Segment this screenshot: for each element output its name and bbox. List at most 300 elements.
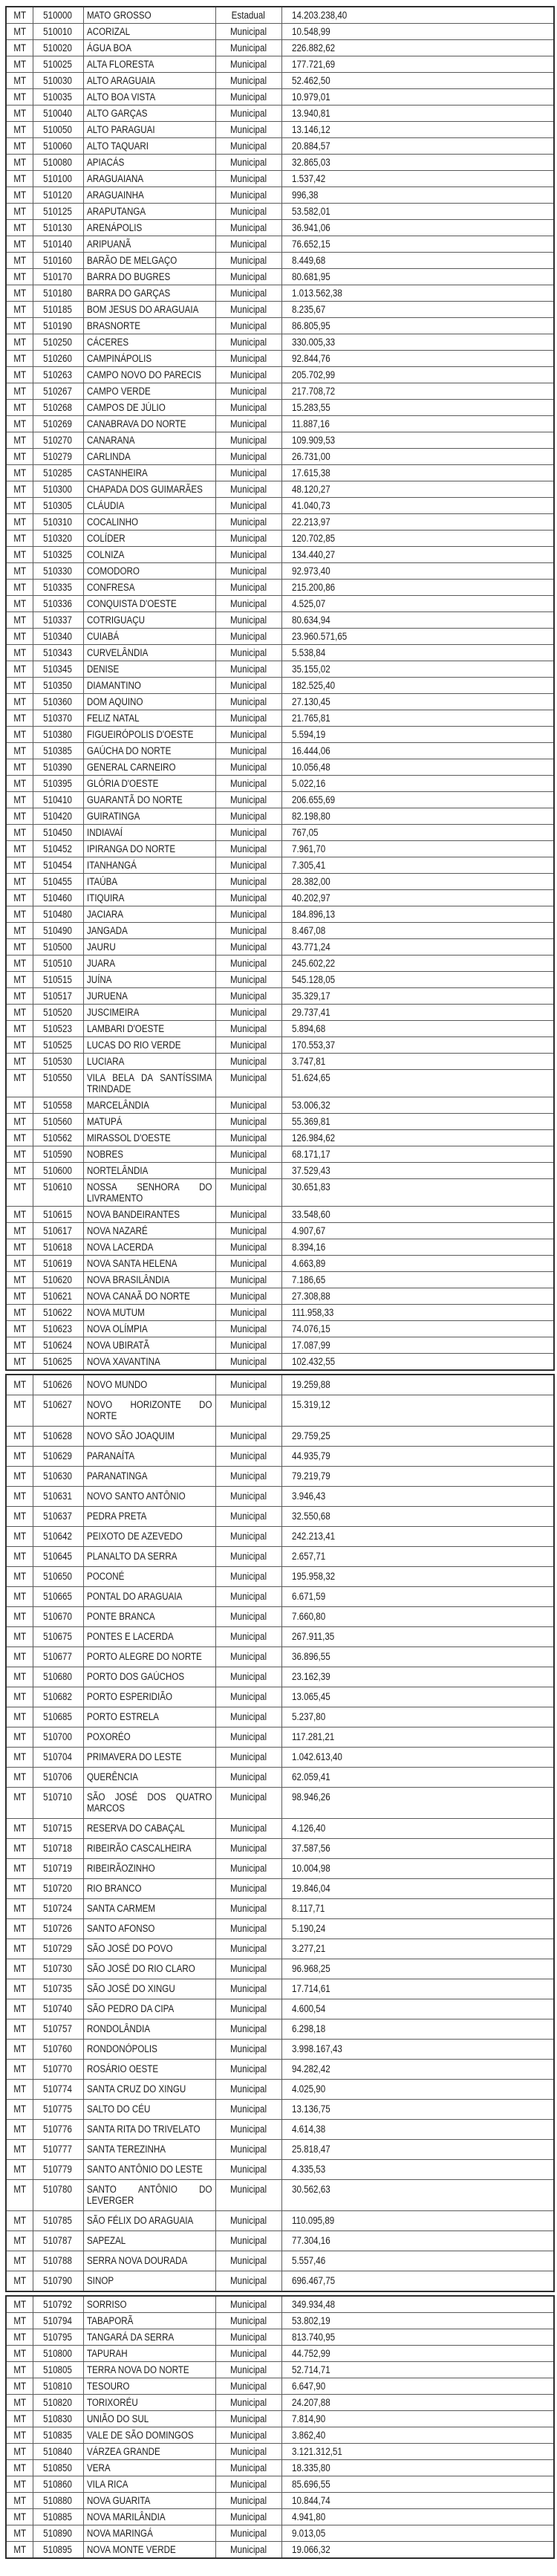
cell-code: 510330: [33, 563, 83, 580]
cell-sphere: Municipal: [215, 514, 281, 531]
cell-state: MT: [6, 481, 33, 498]
cell-code: 510637: [33, 1507, 83, 1527]
cell-state: MT: [6, 1607, 33, 1627]
cell-code: 510250: [33, 334, 83, 351]
cell-sphere: Municipal: [215, 1163, 281, 1179]
cell-municipality: ITAÚBA: [83, 874, 215, 890]
cell-amount: 545.128,05: [281, 972, 554, 988]
cell-municipality: NOVA NAZARÉ: [83, 1223, 215, 1239]
cell-state: MT: [6, 2525, 33, 2542]
cell-code: 510030: [33, 73, 83, 89]
cell-amount: 8.394,16: [281, 1239, 554, 1256]
cell-sphere: Municipal: [215, 2019, 281, 2040]
cell-code: 510860: [33, 2476, 83, 2493]
cell-state: MT: [6, 1567, 33, 1587]
cell-sphere: Municipal: [215, 1587, 281, 1607]
cell-code: 510729: [33, 1939, 83, 1959]
cell-municipality: JURUENA: [83, 988, 215, 1005]
table-row: [6, 1395, 554, 1427]
cell-state: MT: [6, 1272, 33, 1288]
cell-amount: 349.934,48: [281, 2296, 554, 2313]
cell-amount: 80.634,94: [281, 612, 554, 629]
cell-code: 510100: [33, 171, 83, 187]
cell-sphere: Municipal: [215, 939, 281, 956]
cell-code: 510650: [33, 1567, 83, 1587]
cell-amount: 92.844,76: [281, 351, 554, 367]
cell-state: MT: [6, 939, 33, 956]
table-row: [6, 1427, 554, 1447]
cell-amount: 7.814,90: [281, 2411, 554, 2427]
table-row: [6, 1627, 554, 1647]
cell-state: MT: [6, 155, 33, 171]
cell-state: MT: [6, 171, 33, 187]
cell-amount: 79.219,79: [281, 1467, 554, 1487]
cell-amount: 33.548,60: [281, 1207, 554, 1223]
table-row: [6, 727, 554, 743]
cell-state: MT: [6, 1487, 33, 1507]
cell-sphere: Municipal: [215, 400, 281, 416]
cell-municipality: MIRASSOL D'OESTE: [83, 1130, 215, 1146]
cell-sphere: Municipal: [215, 1337, 281, 1354]
cell-municipality: SÃO JOSÉ DOS QUATRO MARCOS: [83, 1788, 215, 1819]
cell-code: 510794: [33, 2313, 83, 2329]
cell-code: 510885: [33, 2509, 83, 2525]
cell-state: MT: [6, 204, 33, 220]
cell-municipality: VERA: [83, 2460, 215, 2476]
cell-municipality: TAPURAH: [83, 2346, 215, 2362]
cell-state: MT: [6, 1021, 33, 1037]
cell-state: MT: [6, 400, 33, 416]
cell-sphere: Municipal: [215, 2140, 281, 2160]
cell-code: 510267: [33, 383, 83, 400]
cell-sphere: Municipal: [215, 531, 281, 547]
cell-amount: 23.960.571,65: [281, 629, 554, 645]
cell-state: MT: [6, 514, 33, 531]
cell-sphere: Municipal: [215, 2313, 281, 2329]
cell-municipality: RIBEIRÃOZINHO: [83, 1859, 215, 1879]
cell-amount: 30.562,63: [281, 2180, 554, 2211]
cell-municipality: PORTO ESTRELA: [83, 1707, 215, 1727]
table-row: [6, 2411, 554, 2427]
cell-amount: 5.557,46: [281, 2251, 554, 2271]
table-row: [6, 2251, 554, 2271]
cell-amount: 19.066,32: [281, 2542, 554, 2559]
cell-sphere: Municipal: [215, 1959, 281, 1979]
cell-state: MT: [6, 1337, 33, 1354]
cell-sphere: Municipal: [215, 661, 281, 678]
table-row: [6, 2329, 554, 2346]
cell-sphere: Municipal: [215, 2346, 281, 2362]
cell-sphere: Municipal: [215, 89, 281, 106]
table-row: [6, 1005, 554, 1021]
cell-sphere: Municipal: [215, 1037, 281, 1054]
cell-amount: 52.714,71: [281, 2362, 554, 2378]
table-row: [6, 1819, 554, 1839]
cell-state: MT: [6, 285, 33, 302]
cell-sphere: Municipal: [215, 678, 281, 694]
cell-sphere: Municipal: [215, 1097, 281, 1114]
cell-sphere: Municipal: [215, 1070, 281, 1097]
cell-state: MT: [6, 432, 33, 449]
cell-state: MT: [6, 2411, 33, 2427]
cell-sphere: Municipal: [215, 710, 281, 727]
cell-code: 510880: [33, 2493, 83, 2509]
cell-municipality: ROSÁRIO OESTE: [83, 2060, 215, 2080]
cell-municipality: ARAGUAIANA: [83, 171, 215, 187]
table-row: [6, 1839, 554, 1859]
table-row: [6, 1321, 554, 1337]
cell-state: MT: [6, 972, 33, 988]
cell-code: 510850: [33, 2460, 83, 2476]
cell-sphere: Municipal: [215, 302, 281, 318]
cell-state: MT: [6, 890, 33, 906]
cell-amount: 177.721,69: [281, 56, 554, 73]
cell-sphere: Municipal: [215, 743, 281, 759]
cell-amount: 170.553,37: [281, 1037, 554, 1054]
table-row: [6, 1487, 554, 1507]
cell-code: 510380: [33, 727, 83, 743]
cell-state: MT: [6, 1527, 33, 1547]
cell-amount: 1.537,42: [281, 171, 554, 187]
cell-municipality: TANGARÁ DA SERRA: [83, 2329, 215, 2346]
cell-sphere: Municipal: [215, 1819, 281, 1839]
cell-state: MT: [6, 2296, 33, 2313]
table-row: [6, 874, 554, 890]
table-row: [6, 1979, 554, 1999]
cell-municipality: GLÓRIA D'OESTE: [83, 776, 215, 792]
cell-state: MT: [6, 1587, 33, 1607]
cell-state: MT: [6, 56, 33, 73]
cell-state: MT: [6, 547, 33, 563]
cell-amount: 215.200,86: [281, 580, 554, 596]
cell-sphere: Municipal: [215, 1354, 281, 1371]
cell-code: 510800: [33, 2346, 83, 2362]
cell-code: 510050: [33, 122, 83, 138]
table-row: [6, 1354, 554, 1371]
cell-state: MT: [6, 1354, 33, 1371]
table-row: [6, 56, 554, 73]
cell-state: MT: [6, 383, 33, 400]
cell-code: 510630: [33, 1467, 83, 1487]
cell-municipality: CAMPO NOVO DO PARECIS: [83, 367, 215, 383]
cell-amount: 17.615,38: [281, 465, 554, 481]
cell-sphere: Municipal: [215, 1239, 281, 1256]
cell-amount: 98.946,26: [281, 1788, 554, 1819]
cell-amount: 217.708,72: [281, 383, 554, 400]
cell-sphere: Municipal: [215, 1272, 281, 1288]
cell-amount: 15.319,12: [281, 1395, 554, 1427]
cell-code: 510665: [33, 1587, 83, 1607]
cell-state: MT: [6, 808, 33, 825]
cell-municipality: JUARA: [83, 956, 215, 972]
cell-state: MT: [6, 1223, 33, 1239]
cell-sphere: Municipal: [215, 481, 281, 498]
cell-code: 510558: [33, 1097, 83, 1114]
cell-amount: 77.304,16: [281, 2231, 554, 2251]
cell-municipality: CAMPOS DE JÚLIO: [83, 400, 215, 416]
table-row: [6, 1179, 554, 1207]
cell-sphere: Municipal: [215, 40, 281, 56]
table-row: [6, 1288, 554, 1305]
cell-municipality: SALTO DO CÉU: [83, 2100, 215, 2120]
cell-state: MT: [6, 743, 33, 759]
table-row: [6, 1727, 554, 1748]
cell-municipality: PORTO DOS GAÚCHOS: [83, 1667, 215, 1687]
cell-state: MT: [6, 1727, 33, 1748]
cell-sphere: Municipal: [215, 367, 281, 383]
cell-code: 510520: [33, 1005, 83, 1021]
cell-municipality: POXORÉO: [83, 1727, 215, 1748]
cell-state: MT: [6, 1070, 33, 1097]
cell-state: MT: [6, 2509, 33, 2525]
cell-sphere: Municipal: [215, 1447, 281, 1467]
cell-code: 510336: [33, 596, 83, 612]
table-row: [6, 841, 554, 857]
cell-code: 510345: [33, 661, 83, 678]
table-row: [6, 269, 554, 285]
cell-amount: 267.911,35: [281, 1627, 554, 1647]
cell-municipality: GENERAL CARNEIRO: [83, 759, 215, 776]
cell-municipality: ALTO PARAGUAI: [83, 122, 215, 138]
cell-state: MT: [6, 73, 33, 89]
cell-sphere: Municipal: [215, 187, 281, 204]
cell-code: 510590: [33, 1146, 83, 1163]
cell-state: MT: [6, 1163, 33, 1179]
cell-municipality: UNIÃO DO SUL: [83, 2411, 215, 2427]
cell-municipality: DIAMANTINO: [83, 678, 215, 694]
cell-state: MT: [6, 1427, 33, 1447]
cell-code: 510682: [33, 1687, 83, 1707]
cell-state: MT: [6, 122, 33, 138]
cell-municipality: NOVO HORIZONTE DO NORTE: [83, 1395, 215, 1427]
cell-amount: 120.702,85: [281, 531, 554, 547]
cell-municipality: ARAPUTANGA: [83, 204, 215, 220]
cell-amount: 37.529,43: [281, 1163, 554, 1179]
cell-municipality: NOVA UBIRATÃ: [83, 1337, 215, 1354]
table-row: [6, 2100, 554, 2120]
municipalities-table-segment-2: [5, 1374, 555, 2292]
cell-code: 510185: [33, 302, 83, 318]
table-row: [6, 1272, 554, 1288]
cell-municipality: PORTO ALEGRE DO NORTE: [83, 1647, 215, 1667]
cell-code: 510645: [33, 1547, 83, 1567]
cell-sphere: Estadual: [215, 7, 281, 24]
table-row: [6, 1037, 554, 1054]
cell-state: MT: [6, 138, 33, 155]
cell-amount: 6.647,90: [281, 2378, 554, 2395]
cell-state: MT: [6, 2160, 33, 2180]
cell-code: 510757: [33, 2019, 83, 2040]
cell-state: MT: [6, 596, 33, 612]
cell-municipality: PEIXOTO DE AZEVEDO: [83, 1527, 215, 1547]
cell-state: MT: [6, 498, 33, 514]
cell-code: 510460: [33, 890, 83, 906]
cell-code: 510710: [33, 1788, 83, 1819]
table-row: [6, 1939, 554, 1959]
cell-code: 510624: [33, 1337, 83, 1354]
cell-code: 510820: [33, 2395, 83, 2411]
cell-state: MT: [6, 236, 33, 253]
table-row: [6, 1587, 554, 1607]
table-row: [6, 939, 554, 956]
cell-code: 510140: [33, 236, 83, 253]
cell-sphere: Municipal: [215, 1919, 281, 1939]
cell-code: 510677: [33, 1647, 83, 1667]
cell-municipality: VÁRZEA GRANDE: [83, 2444, 215, 2460]
cell-code: 510718: [33, 1839, 83, 1859]
cell-municipality: ALTO ARAGUAIA: [83, 73, 215, 89]
cell-amount: 44.935,79: [281, 1447, 554, 1467]
cell-state: MT: [6, 1939, 33, 1959]
cell-amount: 32.550,68: [281, 1507, 554, 1527]
cell-state: MT: [6, 269, 33, 285]
cell-state: MT: [6, 302, 33, 318]
cell-code: 510685: [33, 1707, 83, 1727]
cell-code: 510740: [33, 1999, 83, 2019]
cell-state: MT: [6, 1859, 33, 1879]
cell-code: 510775: [33, 2100, 83, 2120]
cell-municipality: RONDOLÂNDIA: [83, 2019, 215, 2040]
cell-code: 510680: [33, 1667, 83, 1687]
cell-amount: 92.973,40: [281, 563, 554, 580]
cell-sphere: Municipal: [215, 874, 281, 890]
cell-sphere: Municipal: [215, 2100, 281, 2120]
cell-state: MT: [6, 2019, 33, 2040]
cell-amount: 35.155,02: [281, 661, 554, 678]
table-row: [6, 2362, 554, 2378]
cell-amount: 5.594,19: [281, 727, 554, 743]
table-row: [6, 1097, 554, 1114]
cell-sphere: Municipal: [215, 285, 281, 302]
cell-state: MT: [6, 465, 33, 481]
cell-state: MT: [6, 645, 33, 661]
cell-municipality: SANTA RITA DO TRIVELATO: [83, 2120, 215, 2140]
cell-state: MT: [6, 253, 33, 269]
cell-municipality: ALTO GARÇAS: [83, 106, 215, 122]
cell-amount: 195.958,32: [281, 1567, 554, 1587]
cell-code: 510035: [33, 89, 83, 106]
cell-state: MT: [6, 1130, 33, 1146]
table-row: [6, 988, 554, 1005]
cell-amount: 14.203.238,40: [281, 7, 554, 24]
cell-state: MT: [6, 351, 33, 367]
table-row: [6, 1899, 554, 1919]
cell-municipality: INDIAVAÍ: [83, 825, 215, 841]
table-row: [6, 1054, 554, 1070]
cell-state: MT: [6, 2100, 33, 2120]
table-row: [6, 759, 554, 776]
cell-code: 510730: [33, 1959, 83, 1979]
cell-sphere: Municipal: [215, 2509, 281, 2525]
cell-code: 510790: [33, 2271, 83, 2292]
cell-sphere: Municipal: [215, 1321, 281, 1337]
table-row: [6, 1114, 554, 1130]
cell-amount: 184.896,13: [281, 906, 554, 923]
table-row: [6, 367, 554, 383]
cell-code: 510787: [33, 2231, 83, 2251]
cell-municipality: ALTO TAQUARI: [83, 138, 215, 155]
cell-sphere: Municipal: [215, 2444, 281, 2460]
table-row: [6, 400, 554, 416]
cell-sphere: Municipal: [215, 269, 281, 285]
cell-sphere: Municipal: [215, 2378, 281, 2395]
cell-state: MT: [6, 988, 33, 1005]
cell-sphere: Municipal: [215, 808, 281, 825]
cell-code: 510010: [33, 24, 83, 40]
cell-state: MT: [6, 2329, 33, 2346]
table-row: [6, 1447, 554, 1467]
cell-code: 510170: [33, 269, 83, 285]
cell-sphere: Municipal: [215, 906, 281, 923]
table-row: [6, 2120, 554, 2140]
cell-amount: 36.941,06: [281, 220, 554, 236]
cell-sphere: Municipal: [215, 2460, 281, 2476]
cell-amount: 3.747,81: [281, 1054, 554, 1070]
cell-sphere: Municipal: [215, 1707, 281, 1727]
cell-amount: 27.130,45: [281, 694, 554, 710]
cell-state: MT: [6, 2427, 33, 2444]
cell-code: 510335: [33, 580, 83, 596]
cell-sphere: Municipal: [215, 1687, 281, 1707]
table-row: [6, 1256, 554, 1272]
cell-amount: 206.655,69: [281, 792, 554, 808]
table-row: [6, 2542, 554, 2559]
cell-sphere: Municipal: [215, 2476, 281, 2493]
cell-amount: 44.752,99: [281, 2346, 554, 2362]
cell-sphere: Municipal: [215, 776, 281, 792]
cell-state: MT: [6, 40, 33, 56]
cell-state: MT: [6, 2251, 33, 2271]
cell-sphere: Municipal: [215, 988, 281, 1005]
table-row: [6, 449, 554, 465]
cell-municipality: SINOP: [83, 2271, 215, 2292]
cell-amount: 29.737,41: [281, 1005, 554, 1021]
cell-code: 510525: [33, 1037, 83, 1054]
cell-code: 510000: [33, 7, 83, 24]
table-row: [6, 220, 554, 236]
table-row: [6, 2346, 554, 2362]
cell-state: MT: [6, 2460, 33, 2476]
cell-state: MT: [6, 1005, 33, 1021]
cell-amount: 117.281,21: [281, 1727, 554, 1748]
cell-amount: 53.802,19: [281, 2313, 554, 2329]
cell-code: 510785: [33, 2211, 83, 2231]
cell-amount: 4.335,53: [281, 2160, 554, 2180]
cell-sphere: Municipal: [215, 2362, 281, 2378]
cell-amount: 30.651,83: [281, 1179, 554, 1207]
cell-state: MT: [6, 1395, 33, 1427]
cell-amount: 3.946,43: [281, 1487, 554, 1507]
cell-state: MT: [6, 334, 33, 351]
table-row: [6, 1223, 554, 1239]
cell-sphere: Municipal: [215, 122, 281, 138]
cell-municipality: SANTA CARMEM: [83, 1899, 215, 1919]
cell-state: MT: [6, 1467, 33, 1487]
cell-code: 510517: [33, 988, 83, 1005]
table-row: [6, 2180, 554, 2211]
table-row: [6, 776, 554, 792]
cell-amount: 4.025,90: [281, 2080, 554, 2100]
cell-municipality: MATUPÁ: [83, 1114, 215, 1130]
cell-code: 510715: [33, 1819, 83, 1839]
cell-municipality: SANTO ANTÔNIO DO LESTE: [83, 2160, 215, 2180]
cell-municipality: ALTA FLORESTA: [83, 56, 215, 73]
table-row: [6, 2427, 554, 2444]
cell-sphere: Municipal: [215, 2493, 281, 2509]
table-row: [6, 171, 554, 187]
cell-code: 510343: [33, 645, 83, 661]
municipalities-tables-root: [5, 6, 553, 2559]
